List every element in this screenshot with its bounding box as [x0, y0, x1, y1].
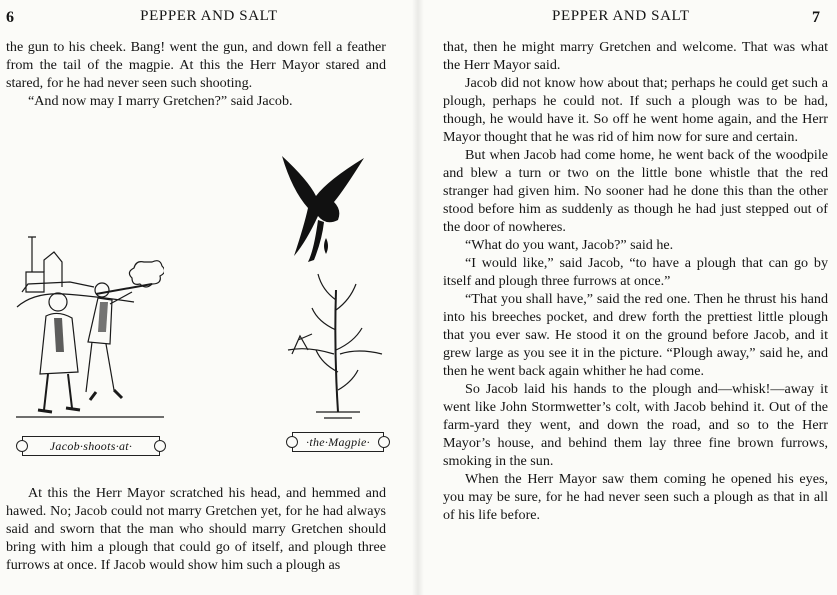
paragraph: Jacob did not know how about that; perhaps he could get such a plough, perhaps he could not. If such a plough was to be had, though, he would have it. So off he went home again, and the Herr Mayor thought that he was rid of him now for sure and certain.	[443, 75, 828, 145]
paragraph: When the Herr Mayor saw them coming he opened his eyes, you may be sure, for he had never seen such a plough as that in all of his life before.	[443, 471, 828, 523]
paragraph: “What do you want, Jacob?” said he.	[465, 237, 674, 253]
running-head: PEPPER AND SALT	[140, 8, 278, 24]
page-number: 7	[812, 9, 820, 26]
paragraph: But when Jacob had come home, he went back of the woodpile and blew a turn or two on the little bone whistle that the red stranger had given him. No sooner had he done this than the other stood before him as suddenly as though he had just stepped out of the door of nowheres.	[443, 147, 828, 235]
paragraph: the gun to his cheek. Bang! went the gun, and down fell a feather from the tail of the magpie. At this the Herr Mayor stared and stared, for he had never seen such shooting.	[6, 39, 386, 91]
jacob-shooting-illustration	[14, 232, 164, 432]
paragraph: “That you shall have,” said the red one. Then he thrust his hand into his breeches pocket, and drew forth the prettiest little plough that you ever saw. He stood it on the ground before Jacob, and it grew large as you see it in the picture. “Plough away,” said he, and then he went back again whither he had come.	[443, 291, 828, 379]
bottom-text-block	[6, 484, 386, 574]
paragraph: So Jacob laid his hands to the plough and—whisk!—away it went like John Stormwetter’s colt, with Jacob behind it. Out of the farm-yard they went, and down the road, and so to the Herr Mayor’s house, and behind them lay three fine brown furrows, smoking in the sun.	[443, 381, 828, 469]
caption-right: ·the·Magpie·	[292, 432, 384, 452]
caption-left: Jacob·shoots·at·	[22, 436, 160, 456]
paragraph: “And now may I marry Gretchen?” said Jacob.	[28, 93, 293, 109]
paragraph: “I would like,” said Jacob, “to have a plough that can go by itself and plough three furrows at once.”	[443, 255, 828, 289]
running-head: PEPPER AND SALT	[552, 8, 690, 24]
book-gutter	[412, 0, 424, 595]
right-text-block	[443, 38, 828, 524]
top-text-block	[6, 38, 386, 110]
paragraph: At this the Herr Mayor scratched his head, and hemmed and hawed. No; Jacob could not marry Gretchen yet, for he had always said and sworn that the man who should marry Gretchen should bring with him a plough that could go of itself, and plough three furrows at once. If Jacob would show him such a plough as	[6, 485, 386, 573]
magpie-illustration	[278, 150, 388, 432]
paragraph: that, then he might marry Gretchen and welcome. That was what the Herr Mayor said.	[443, 39, 828, 73]
page-number: 6	[6, 9, 14, 26]
